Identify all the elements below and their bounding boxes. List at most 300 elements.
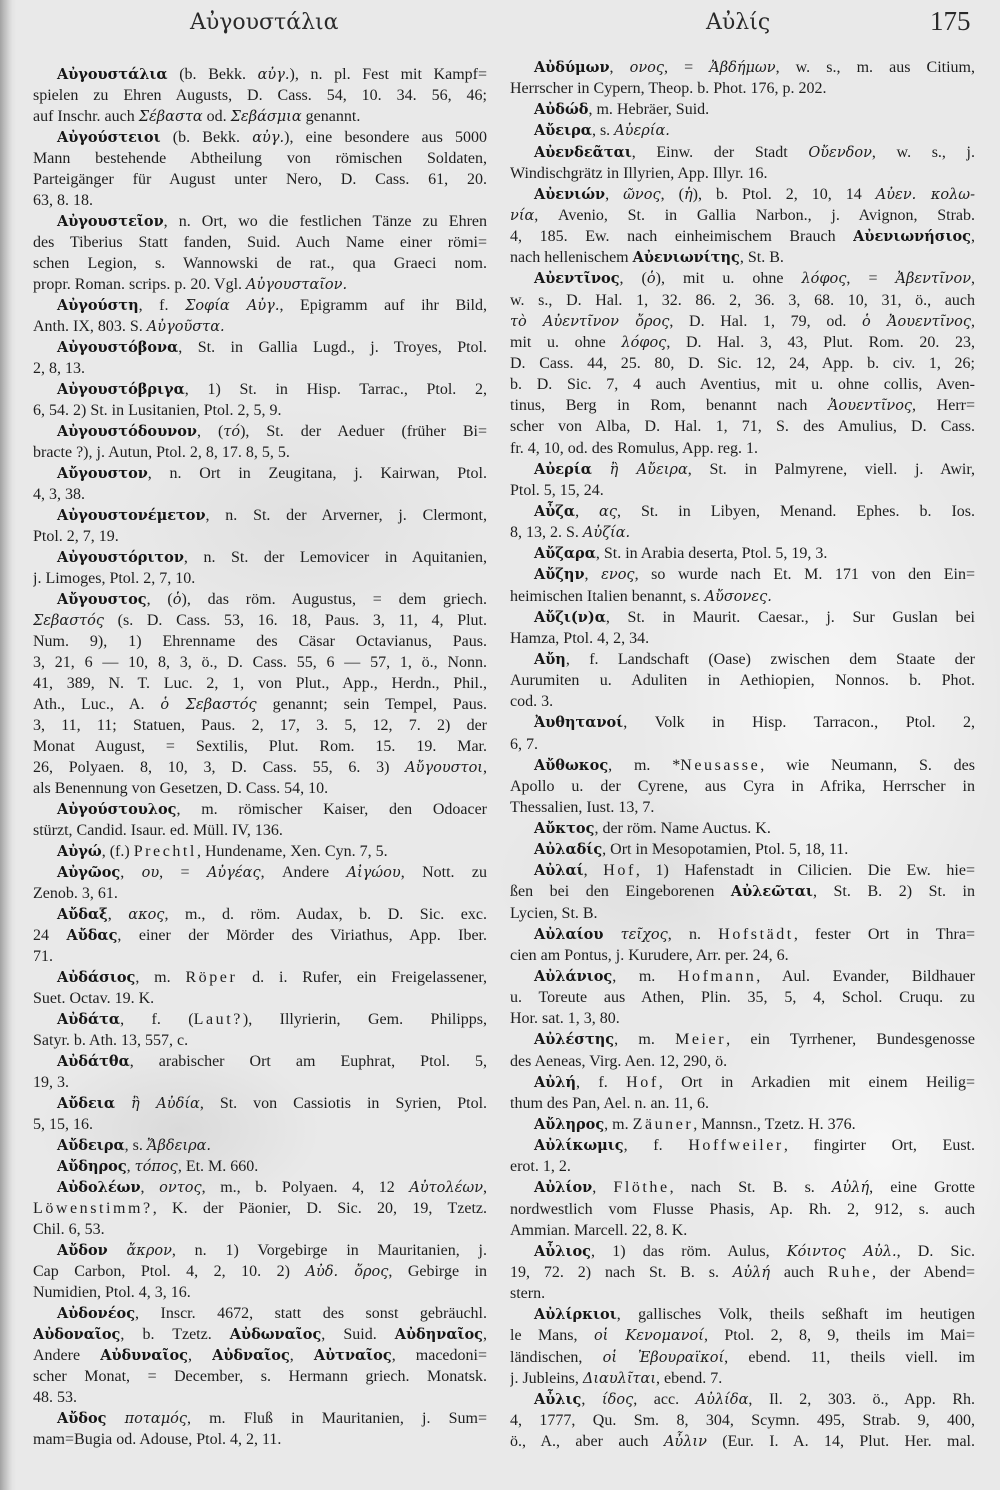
dictionary-entry: [510, 860, 975, 923]
entry-line: des Aeneas, Virg. Aen. 12, 290, ö.: [510, 1052, 728, 1070]
entry-line: Αὐγουστάλια (b. Bekk. αὐγ.), n. pl. Fest mit Kampf=: [57, 66, 487, 83]
headword: Αὔγουστος: [57, 591, 147, 608]
entry-line: bracte ?), j. Autun, Ptol. 2, 8, 17. 8, 5, 5.: [33, 444, 290, 461]
dictionary-entry: [510, 1389, 975, 1452]
left-column: [33, 64, 487, 1450]
bold-term: Αὐλεῶται: [730, 883, 813, 901]
entry-line: Suet. Octav. 19. K.: [33, 990, 155, 1007]
greek-italic-term: ενος: [601, 567, 635, 584]
greek-italic-term: ἄκρον: [126, 1243, 172, 1259]
entry-line: Num. 9), 1) Ehrenname des Cäsar Octavianus, Paus.: [33, 633, 487, 650]
entry-line: Monat August, = Sextilis, Plut. Rom. 15. 19. Mar.: [33, 738, 487, 755]
headword: Αὐδώδ: [534, 101, 589, 119]
headword: Αὐγούστουλος: [57, 801, 177, 818]
entry-line: Αὔζι(ν)α, St. in Maurit. Caesar., j. Sur Guslan bei: [534, 608, 975, 626]
entry-line: Αὔδηρος, τόπος, Et. M. 660.: [57, 1158, 259, 1175]
greek-italic-term: ου: [141, 865, 160, 881]
greek-italic-term: Σέβαστα: [138, 109, 203, 125]
dictionary-entry: [33, 127, 487, 211]
entry-line: Αὐερία ἢ Αὔειρα, St. in Palmyrene, viell. j. Awir,: [534, 460, 975, 478]
entry-line: Αὐγούστουλος, m. römischer Kaiser, den Odoacer: [57, 801, 487, 818]
headword: Αὖλις: [534, 1390, 582, 1408]
entry-line: Ptol. 2, 7, 19.: [33, 528, 119, 545]
entry-line: thum des Pan, Ael. n. an. 11, 6.: [510, 1094, 709, 1112]
headword: Αὔδειρα: [57, 1137, 125, 1154]
entry-line: Αὐδάσιος, m. Röper d. i. Rufer, ein Freigelassener,: [57, 969, 487, 986]
greek-italic-term: αὐγ.: [257, 67, 290, 83]
dictionary-entry: [510, 1135, 975, 1177]
headword: Αὐλίρκιοι: [534, 1306, 617, 1324]
greek-italic-term: Αὖλιν: [663, 1434, 707, 1451]
entry-line: Ἀυθητανοί, Volk in Hisp. Tarracon., Ptol. 2,: [534, 714, 975, 732]
entry-line: 2, 8, 13.: [33, 360, 85, 377]
greek-italic-term: ὁ: [646, 271, 656, 288]
entry-line: 5, 15, 16.: [33, 1116, 93, 1133]
bold-term: Αὔδας: [66, 927, 118, 944]
greek-italic-term: ὁ Ἀουεντῖνος: [862, 313, 972, 330]
entry-line: Αὔειρα, s. Αὐερία.: [534, 122, 670, 140]
entry-line: spielen zu Ehren Augusts, D. Cass. 54, 10. 34. 56, 46;: [33, 87, 487, 104]
entry-line: erot. 1, 2.: [510, 1158, 571, 1176]
headword: Αὐγουστάλια: [57, 66, 168, 83]
entry-line: Αὐδολέων, οντος, m., b. Polyaen. 4, 12 Αὐτολέων,: [57, 1179, 487, 1196]
headword: Αὖζα: [534, 502, 576, 520]
spaced-term: Flöthe: [613, 1179, 670, 1197]
dictionary-entry: [33, 1009, 487, 1051]
entry-line: Αὐλίον, Flöthe, nach St. B. s. Αὐλή, eine Grotte: [534, 1179, 975, 1197]
greek-italic-term: ας: [599, 503, 617, 520]
entry-line: 41, 389, N. T. Luc. 2, 1, von Plut., App., Herdn., Phil.,: [33, 675, 487, 692]
dictionary-entry: [510, 99, 975, 120]
spaced-term: Hofstädt: [718, 925, 794, 943]
dictionary-entry: [510, 564, 975, 606]
dictionary-entry: [33, 1240, 487, 1303]
greek-italic-term: Αὐλίδα: [695, 1391, 749, 1408]
entry-line: Αὐγούστη, f. Σοφία Αὐγ., Epigramm auf ihr Bild,: [57, 297, 487, 314]
spaced-term: Laut?: [193, 1011, 243, 1028]
dictionary-entry: [510, 1241, 975, 1304]
headword: Αὔη: [534, 650, 566, 668]
running-head-left: Αὐγουστάλια: [190, 10, 339, 35]
greek-italic-term: ονος: [629, 60, 665, 76]
dictionary-entry: [510, 543, 975, 564]
bold-term: Αὐδηναῖος: [394, 1326, 483, 1343]
entry-line: Thessalien, Iust. 13, 7.: [510, 798, 655, 816]
entry-line: 6, 54. 2) St. in Lusitanien, Ptol. 2, 5, 9.: [33, 402, 282, 419]
bold-term: Αὐενιωνίτης: [632, 249, 740, 267]
dictionary-entry: [33, 1093, 487, 1135]
entry-line: Αὔδον ἄκρον, n. 1) Vorgebirge in Mauritanien, j.: [57, 1242, 487, 1259]
dictionary-entry: [510, 1072, 975, 1114]
dictionary-entry: [33, 967, 487, 1009]
entry-line: 71.: [33, 948, 53, 965]
dictionary-entry: [510, 268, 975, 458]
entry-line: Αὐγουστόβριγα, 1) St. in Hisp. Tarrac., Ptol. 2,: [57, 381, 487, 398]
entry-line: τὸ Αὐεντῖνον ὄρος, D. Hal. 1, 79, od. ὁ Ἀουεντῖνος,: [510, 312, 975, 330]
greek-italic-term: Ἄβδειρα.: [146, 1138, 212, 1154]
entry-line: Αὔγουστος, (ὁ), das röm. Augustus, = dem griech.: [57, 591, 487, 608]
dictionary-entry: [510, 1029, 975, 1071]
greek-italic-term: Αὐζία.: [582, 525, 631, 542]
entry-line: Ptol. 5, 15, 24.: [510, 481, 604, 499]
entry-line: 63, 8. 18.: [33, 192, 93, 209]
greek-italic-term: οντος: [159, 1180, 202, 1196]
headword: Αὐγουστόδουνον: [57, 423, 197, 440]
entry-line: Hor. sat. 1, 3, 80.: [510, 1010, 620, 1028]
entry-line: schen Legion, s. Wannowski de rat., qua Graeci nom.: [33, 255, 487, 272]
entry-line: ßen bei den Eingeborenen Αὐλεῶται, St. B. 2) St. in: [510, 883, 975, 901]
dictionary-entry: [510, 924, 975, 966]
entry-line: Σεβαστός (s. D. Cass. 53, 16. 18, Paus. 3, 11, 4, Plut.: [33, 612, 487, 629]
entry-line: nach hellenischem Αὐενιωνίτης, St. B.: [510, 249, 784, 267]
entry-line: 4, 185. Ew. nach einheimischem Brauch Αὐενιωνήσιος,: [510, 228, 975, 246]
dictionary-entry: [33, 841, 487, 862]
entry-line: Αὐδάτθα, arabischer Ort am Euphrat, Ptol. 5,: [57, 1053, 487, 1070]
dictionary-entry: [33, 505, 487, 547]
spaced-term: Meier: [675, 1031, 727, 1049]
entry-line: j. Limoges, Ptol. 2, 7, 10.: [33, 570, 196, 587]
entry-line: Hamza, Ptol. 4, 2, 34.: [510, 629, 650, 647]
greek-italic-term: Σεβαστός: [33, 613, 104, 629]
greek-italic-term: ἢ Αὐδία: [131, 1096, 200, 1112]
entry-line: cien am Pontus, j. Kurudere, Arr. per. 24, 6.: [510, 946, 789, 964]
dictionary-entry: [33, 589, 487, 799]
dictionary-entry: [510, 712, 975, 754]
spaced-term: Röper: [185, 969, 238, 986]
headword: Αὐγώ: [57, 843, 102, 860]
headword: Αὐλαδίς: [534, 841, 603, 859]
entry-line: Zenob. 3, 61.: [33, 885, 118, 902]
dictionary-entry: [510, 459, 975, 501]
headword: Ἀυθητανοί: [534, 714, 624, 732]
entry-line: Αὐενδεᾶται, Einw. der Stadt Οὔενδον, w. s., j.: [534, 143, 975, 161]
dictionary-entry: [510, 818, 975, 839]
entry-line: Herrscher in Cypern, Theop. b. Phot. 176, p. 202.: [510, 80, 827, 98]
entry-line: Αὔδεια ἢ Αὐδία, St. von Cassiotis in Syrien, Ptol.: [57, 1095, 487, 1112]
bold-term: Αὐτναῖος: [313, 1347, 392, 1364]
entry-line: Αὐδονέος, Inscr. 4672, statt des sonst gebräuchl.: [57, 1305, 487, 1322]
entry-line: als Benennung von Gesetzen, D. Cass. 54, 10.: [33, 780, 329, 797]
greek-italic-term: Ἀουεντῖνος: [828, 398, 913, 415]
headword: Αὐδονέος: [57, 1305, 136, 1322]
entry-line: Anth. IX, 803. S. Αὐγοῦστα.: [33, 318, 225, 335]
headword: Αὔζην: [534, 566, 585, 584]
dictionary-entry: [33, 64, 487, 127]
greek-italic-term: Διαυλῖται: [582, 1370, 657, 1387]
greek-italic-term: Αἰγώου: [346, 865, 401, 881]
entry-line: Parteigänger für August unter Nero, D. Cass. 61, 20.: [33, 171, 487, 188]
page-number: 175: [930, 6, 971, 36]
entry-line: des Tiberius Statt fanden, Suid. Auch Name einer römi=: [33, 234, 487, 251]
headword: Αὐγούστη: [57, 297, 139, 314]
entry-line: Αὔληρος, m. Zäuner, Mannsn., Tzetz. H. 376.: [534, 1116, 856, 1134]
dictionary-entry: [510, 1304, 975, 1389]
dictionary-entry: [33, 1156, 487, 1177]
entry-line: Αὔθωκος, m. *Neusasse, wie Neumann, S. des: [534, 756, 975, 774]
greek-italic-term: Οὔενδον: [808, 144, 872, 161]
headword: Αὐδάτα: [57, 1011, 121, 1028]
headword: Αὐλαί: [534, 862, 584, 880]
greek-italic-term: Αὐγουσταῖον.: [246, 277, 348, 293]
dictionary-entry: [510, 184, 975, 269]
entry-line: Mann bestehende Abtheilung von römischen Soldaten,: [33, 150, 487, 167]
bold-term: Αὐδναῖος: [212, 1347, 290, 1364]
entry-line: Αὔδος ποταμός, m. Fluß in Mauritanien, j. Sum=: [57, 1410, 487, 1427]
entry-line: Apollo u. der Cyrene, aus Cyra in Afrika, Herrscher in: [510, 777, 975, 795]
entry-line: Αὐγουστεῖον, n. Ort, wo die festlichen Tänze zu Ehren: [57, 213, 487, 230]
headword: Αὐλίκωμις: [534, 1137, 624, 1155]
entry-line: tinus, Berg in Rom, benannt nach Ἀουεντῖνος, Herr=: [510, 397, 975, 415]
entry-line: Αὐλή, f. Hof, Ort in Arkadien mit einem Heilig=: [534, 1073, 975, 1091]
entry-line: Aurumiten u. Aduliten in Aethiopien, Nonnos. b. Phot.: [510, 672, 975, 690]
entry-line: 26, Polyaen. 8, 10, 3, D. Cass. 55, 6. 3) Αὔγουστοι,: [33, 759, 487, 776]
headword: Αὔδον: [57, 1242, 108, 1259]
headword: Αὖλιος: [534, 1242, 591, 1260]
entry-line: 19, 72. 2) nach St. B. s. Αὐλή auch Ruhe, der Abend=: [510, 1264, 975, 1282]
headword: Αὐγούστειοι: [57, 129, 161, 146]
entry-line: nordwestlich vom Flusse Phasis, Ap. Rh. 2, 912, s. auch: [510, 1200, 975, 1218]
dictionary-entry: [33, 295, 487, 337]
entry-line: Αὐδοναῖος, b. Tzetz. Αὐδωναῖος, Suid. Αὐδηναῖος,: [33, 1326, 487, 1343]
headword: Αὔειρα: [534, 122, 592, 140]
entry-line: Αὐδάτα, f. (Laut?), Illyrierin, Gem. Philipps,: [57, 1011, 487, 1028]
entry-line: Andere Αὐδυναῖος, Αὐδναῖος, Αὐτναῖος, macedoni=: [33, 1347, 487, 1364]
headword: Αὐενδεᾶται: [534, 143, 632, 161]
headword: Αὔδηρος: [57, 1158, 127, 1175]
entry-line: Satyr. b. Ath. 13, 557, c.: [33, 1032, 189, 1049]
entry-line: Lycien, St. B.: [510, 904, 598, 922]
dictionary-entry: [510, 142, 975, 184]
entry-line: 4, 3, 38.: [33, 486, 85, 503]
dictionary-entry: [33, 1303, 487, 1408]
dictionary-entry: [510, 501, 975, 543]
dictionary-entry: [510, 1114, 975, 1135]
dictionary-entry: [33, 1051, 487, 1093]
entry-line: cod. 3.: [510, 693, 554, 711]
greek-italic-term: Αὐγοῦστα.: [146, 319, 225, 335]
dictionary-entry: [510, 649, 975, 712]
entry-line: Αὖλιος, 1) das röm. Aulus, Κόιντος Αὐλ., D. Sic.: [534, 1242, 975, 1260]
greek-italic-term: νία: [510, 207, 535, 224]
headword: Αὔγουστον: [57, 465, 148, 482]
greek-italic-term: ίδος: [601, 1391, 634, 1408]
headword: Αὐγουστόβονα: [57, 339, 179, 356]
entry-line: D. Cass. 44, 25. 80, D. Sic. 12, 24, App. b. civ. 1, 26;: [510, 354, 975, 372]
dictionary-entry: [510, 57, 975, 99]
dictionary-entry: [33, 421, 487, 463]
entry-line: scher von Alba, D. Hal. 1, 71, S. des Amulius, D. Cass.: [510, 418, 975, 436]
dictionary-entry: [33, 547, 487, 589]
entry-line: Αὐλαίου τεῖχος, n. Hofstädt, fester Ort in Thra=: [534, 925, 975, 943]
headword: Αὐεντῖνος: [534, 270, 620, 288]
headword: Αὐλή: [534, 1073, 577, 1091]
entry-line: Αὐγώ, (f.) Prechtl, Hundename, Xen. Cyn. 7, 5.: [57, 843, 388, 860]
dictionary-entry: [510, 966, 975, 1029]
spaced-term: Hof: [603, 862, 636, 880]
greek-italic-term: Σοφία Αὐγ.: [185, 298, 280, 314]
spaced-term: Hoffweiler: [688, 1137, 784, 1155]
headword: Αὐδολέων: [57, 1179, 141, 1196]
entry-line: j. Jubleins, Διαυλῖται, ebend. 7.: [510, 1369, 723, 1387]
dictionary-entry: [33, 799, 487, 841]
entry-line: Αὔκτος, der röm. Name Auctus. K.: [534, 820, 771, 838]
greek-italic-term: Αὔσονες.: [704, 588, 772, 605]
page-edge-shadow: [0, 0, 12, 1490]
entry-line: Αὐλίκωμις, f. Hoffweiler, fingirter Ort, Eust.: [534, 1137, 975, 1155]
dictionary-entry: [510, 607, 975, 649]
entry-line: Αὔδαξ, ακος, m., d. röm. Audax, b. D. Sic. exc.: [57, 906, 487, 923]
headword: Αὐερία: [534, 460, 592, 478]
greek-italic-term: λόφος: [621, 334, 667, 351]
greek-italic-term: αὐγ.: [252, 130, 285, 146]
entry-line: Ath., Luc., A. ὁ Σεβαστός genannt; sein Tempel, Paus.: [33, 696, 487, 713]
greek-italic-term: Ἀβεντῖνον: [895, 271, 972, 288]
entry-line: 48. 53.: [33, 1389, 77, 1406]
right-column: [510, 57, 975, 1452]
entry-line: Chil. 6, 53.: [33, 1221, 105, 1238]
greek-italic-term: οἱ Κενομανοί: [593, 1328, 704, 1345]
entry-line: propr. Roman. scrips. p. 20. Vgl. Αὐγουσταῖον.: [33, 276, 348, 293]
greek-italic-term: Αὐλή: [831, 1180, 870, 1197]
greek-italic-term: ακος: [128, 907, 165, 923]
greek-italic-term: Αὔγουστοι: [405, 760, 483, 776]
spaced-term: Hof: [626, 1073, 659, 1091]
headword: Αὐδάτθα: [57, 1053, 130, 1070]
greek-italic-term: ἡ: [683, 186, 693, 203]
greek-italic-term: ῶνος: [623, 186, 661, 203]
entry-line: ö., A., aber auch Αὖλιν (Eur. I. A. 14, Plut. Her. mal.: [510, 1433, 975, 1451]
headword: Αὐγουστονέμετον: [57, 507, 206, 524]
headword: Αὐγουστόβριγα: [57, 381, 185, 398]
greek-italic-term: Αὐγέας: [206, 865, 261, 881]
greek-italic-term: Αὐερία.: [614, 123, 670, 140]
entry-line: Αὐλάνιος, m. Hofmann, Aul. Evander, Bildhauer: [534, 968, 975, 986]
headword: Αὐλαίου: [534, 925, 604, 943]
entry-line: Αὔγουστον, n. Ort in Zeugitana, j. Kairwan, Ptol.: [57, 465, 487, 482]
spaced-term: Neusasse: [680, 756, 761, 774]
entry-line: 8, 13, 2. S. Αὐζία.: [510, 524, 631, 542]
entry-line: stern.: [510, 1285, 546, 1303]
headword: Αὔθωκος: [534, 756, 609, 774]
entry-line: 3, 11, 11; Statuen, Paus. 2, 17, 3. 5, 12, 7. 2) der: [33, 717, 487, 734]
entry-line: heimischen Italien benannt, s. Αὔσονες.: [510, 587, 772, 605]
headword: Αὔληρος: [534, 1116, 605, 1134]
entry-line: Ammian. Marcell. 22, 8. K.: [510, 1221, 688, 1239]
dictionary-entry: [33, 463, 487, 505]
headword: Αὐλάνιος: [534, 968, 613, 986]
entry-line: νία, Avenio, St. in Gallia Narbon., j. Avignon, Strab.: [510, 206, 975, 224]
entry-line: ländischen, οἱ Ἐβουραϊκοί, ebend. 11, theils viell. im: [510, 1348, 975, 1366]
spaced-term: Zäuner: [632, 1116, 694, 1134]
entry-line: Αὔζην, ενος, so wurde nach Et. M. 171 von den Ein=: [534, 566, 975, 584]
spaced-term: Hofmann: [677, 968, 757, 986]
greek-italic-term: τεῖχος: [620, 926, 668, 943]
entry-line: Αὐγουστόδουνον, (τό), St. der Aeduer (früher Bi=: [57, 423, 487, 440]
greek-italic-term: τὸ Αὐεντῖνον ὄρος: [510, 313, 670, 330]
entry-line: 4, 1777, Qu. Sm. 8, 304, Scymn. 495, Strab. 9, 400,: [510, 1412, 975, 1429]
entry-line: Αὔζαρα, St. in Arabia deserta, Ptol. 5, 19, 3.: [534, 545, 828, 563]
headword: Αὐγῶος: [57, 864, 121, 881]
greek-italic-term: ὁ: [172, 592, 182, 608]
entry-line: Αὖζα, ας, St. in Libyen, Menand. Ephes. b. Ios.: [534, 502, 975, 520]
entry-line: Αὐγουστονέμετον, n. St. der Arverner, j. Clermont,: [57, 507, 487, 524]
greek-italic-term: λόφος: [801, 271, 847, 288]
entry-line: Αὐεντῖνος, (ὁ), mit u. ohne λόφος, = Ἀβεντῖνον,: [534, 270, 975, 288]
entry-line: w. s., D. Hal. 1, 32. 86. 2, 36. 3, 68. 10, 31, ö., auch: [510, 291, 975, 309]
dictionary-entry: [510, 755, 975, 818]
spaced-term: Ruhe: [828, 1264, 873, 1282]
dictionary-entry: [33, 379, 487, 421]
entry-line: Αὐδώδ, m. Hebräer, Suid.: [534, 101, 710, 119]
bold-term: Αὐδοναῖος: [33, 1326, 121, 1343]
headword: Αὔζαρα: [534, 545, 596, 563]
headword: Αὐδάσιος: [57, 969, 136, 986]
entry-line: 19, 3.: [33, 1074, 69, 1091]
headword: Αὔδος: [57, 1410, 107, 1427]
entry-line: Αὖλις, ίδος, acc. Αὐλίδα, Il. 2, 303. ö., App. Rh.: [534, 1390, 975, 1408]
entry-line: stürzt, Candid. Isaur. ed. Müll. IV, 136.: [33, 822, 283, 839]
headword: Αὔδεια: [57, 1095, 115, 1112]
entry-line: Αὐλίρκιοι, gallisches Volk, theils seßhaft im heutigen: [534, 1306, 975, 1324]
headword: Αὐγουστόριτον: [57, 549, 184, 566]
entry-line: 24 Αὔδας, einer der Mörder des Viriathus, App. Iber.: [33, 927, 487, 944]
spaced-term: Löwenstimm?: [33, 1200, 153, 1217]
entry-line: Αὔη, f. Landschaft (Oase) zwischen dem Staate der: [534, 650, 975, 668]
entry-line: Αὐδύμων, ονος, = Ἀβδήμων, w. s., m. aus Citium,: [534, 59, 975, 76]
dictionary-entry: [510, 120, 975, 141]
entry-line: Αὐγούστειοι (b. Bekk. αὐγ.), eine besondere aus 5000: [57, 129, 487, 146]
running-head-right: Αὐλίς: [706, 10, 771, 35]
greek-italic-term: Σεβάσμια: [230, 109, 302, 125]
entry-line: Windischgrätz in Illyrien, App. Illyr. 16.: [510, 164, 768, 182]
entry-line: mit u. ohne λόφος, D. Hal. 3, 43, Plut. Rom. 20. 23,: [510, 333, 975, 351]
entry-line: Αὐγουστόριτον, n. St. der Lemovicer in Aquitanien,: [57, 549, 487, 566]
greek-italic-term: ποταμός: [124, 1411, 187, 1427]
dictionary-entry: [33, 1135, 487, 1156]
entry-line: Numidien, Ptol. 4, 3, 16.: [33, 1284, 191, 1301]
entry-line: Αὐλέστης, m. Meier, ein Tyrrhener, Bundesgenosse: [534, 1031, 975, 1049]
dictionary-entry: [33, 337, 487, 379]
entry-line: Αὐλαί, Hof, 1) Hafenstadt in Cilicien. Die Ew. hie=: [534, 862, 975, 880]
entry-line: Αὐενιών, ῶνος, (ἡ), b. Ptol. 2, 10, 14 Αὐεν. κολω-: [534, 185, 975, 203]
entry-line: auf Inschr. auch Σέβαστα od. Σεβάσμια genannt.: [33, 108, 361, 125]
greek-italic-term: Αὐλή: [732, 1265, 771, 1282]
dictionary-entry: [33, 1408, 487, 1450]
headword: Αὐενιών: [534, 185, 606, 203]
spaced-term: Prechtl: [133, 843, 197, 860]
greek-italic-term: τόπος: [134, 1159, 178, 1175]
dictionary-entry: [33, 904, 487, 967]
headword: Αὔδαξ: [57, 906, 108, 923]
headword: Αὐδύμων: [534, 59, 610, 76]
entry-line: Αὔδειρα, s. Ἄβδειρα.: [57, 1137, 212, 1154]
greek-italic-term: τό: [223, 424, 241, 440]
entry-line: Αὐγουστόβονα, St. in Gallia Lugd., j. Troyes, Ptol.: [57, 339, 487, 356]
dictionary-entry: [510, 1177, 975, 1240]
headword: Αὐγουστεῖον: [57, 213, 164, 230]
entry-line: b. D. Sic. 7, 4 auch Aventius, mit u. ohne collis, Aven-: [510, 376, 975, 394]
entry-line: Αὐγῶος, ου, = Αὐγέας, Andere Αἰγώου, Nott. zu: [57, 864, 487, 881]
entry-line: scher Monat, = December, s. Hermann griech. Monatsk.: [33, 1368, 487, 1385]
greek-italic-term: οἱ Ἐβουραϊκοί: [602, 1349, 725, 1366]
greek-italic-term: Αὐδ. ὄρος: [305, 1264, 389, 1280]
entry-line: mam=Bugia od. Adouse, Ptol. 4, 2, 11.: [33, 1431, 282, 1448]
headword: Αὐλίον: [534, 1179, 593, 1197]
entry-line: Αὐλαδίς, Ort in Mesopotamien, Ptol. 5, 18, 11.: [534, 841, 849, 859]
greek-italic-term: Ἀβδήμων: [709, 60, 776, 76]
entry-line: Löwenstimm?, K. der Päonier, D. Sic. 20, 19, Tzetz.: [33, 1200, 487, 1217]
dictionary-entry: [33, 211, 487, 295]
